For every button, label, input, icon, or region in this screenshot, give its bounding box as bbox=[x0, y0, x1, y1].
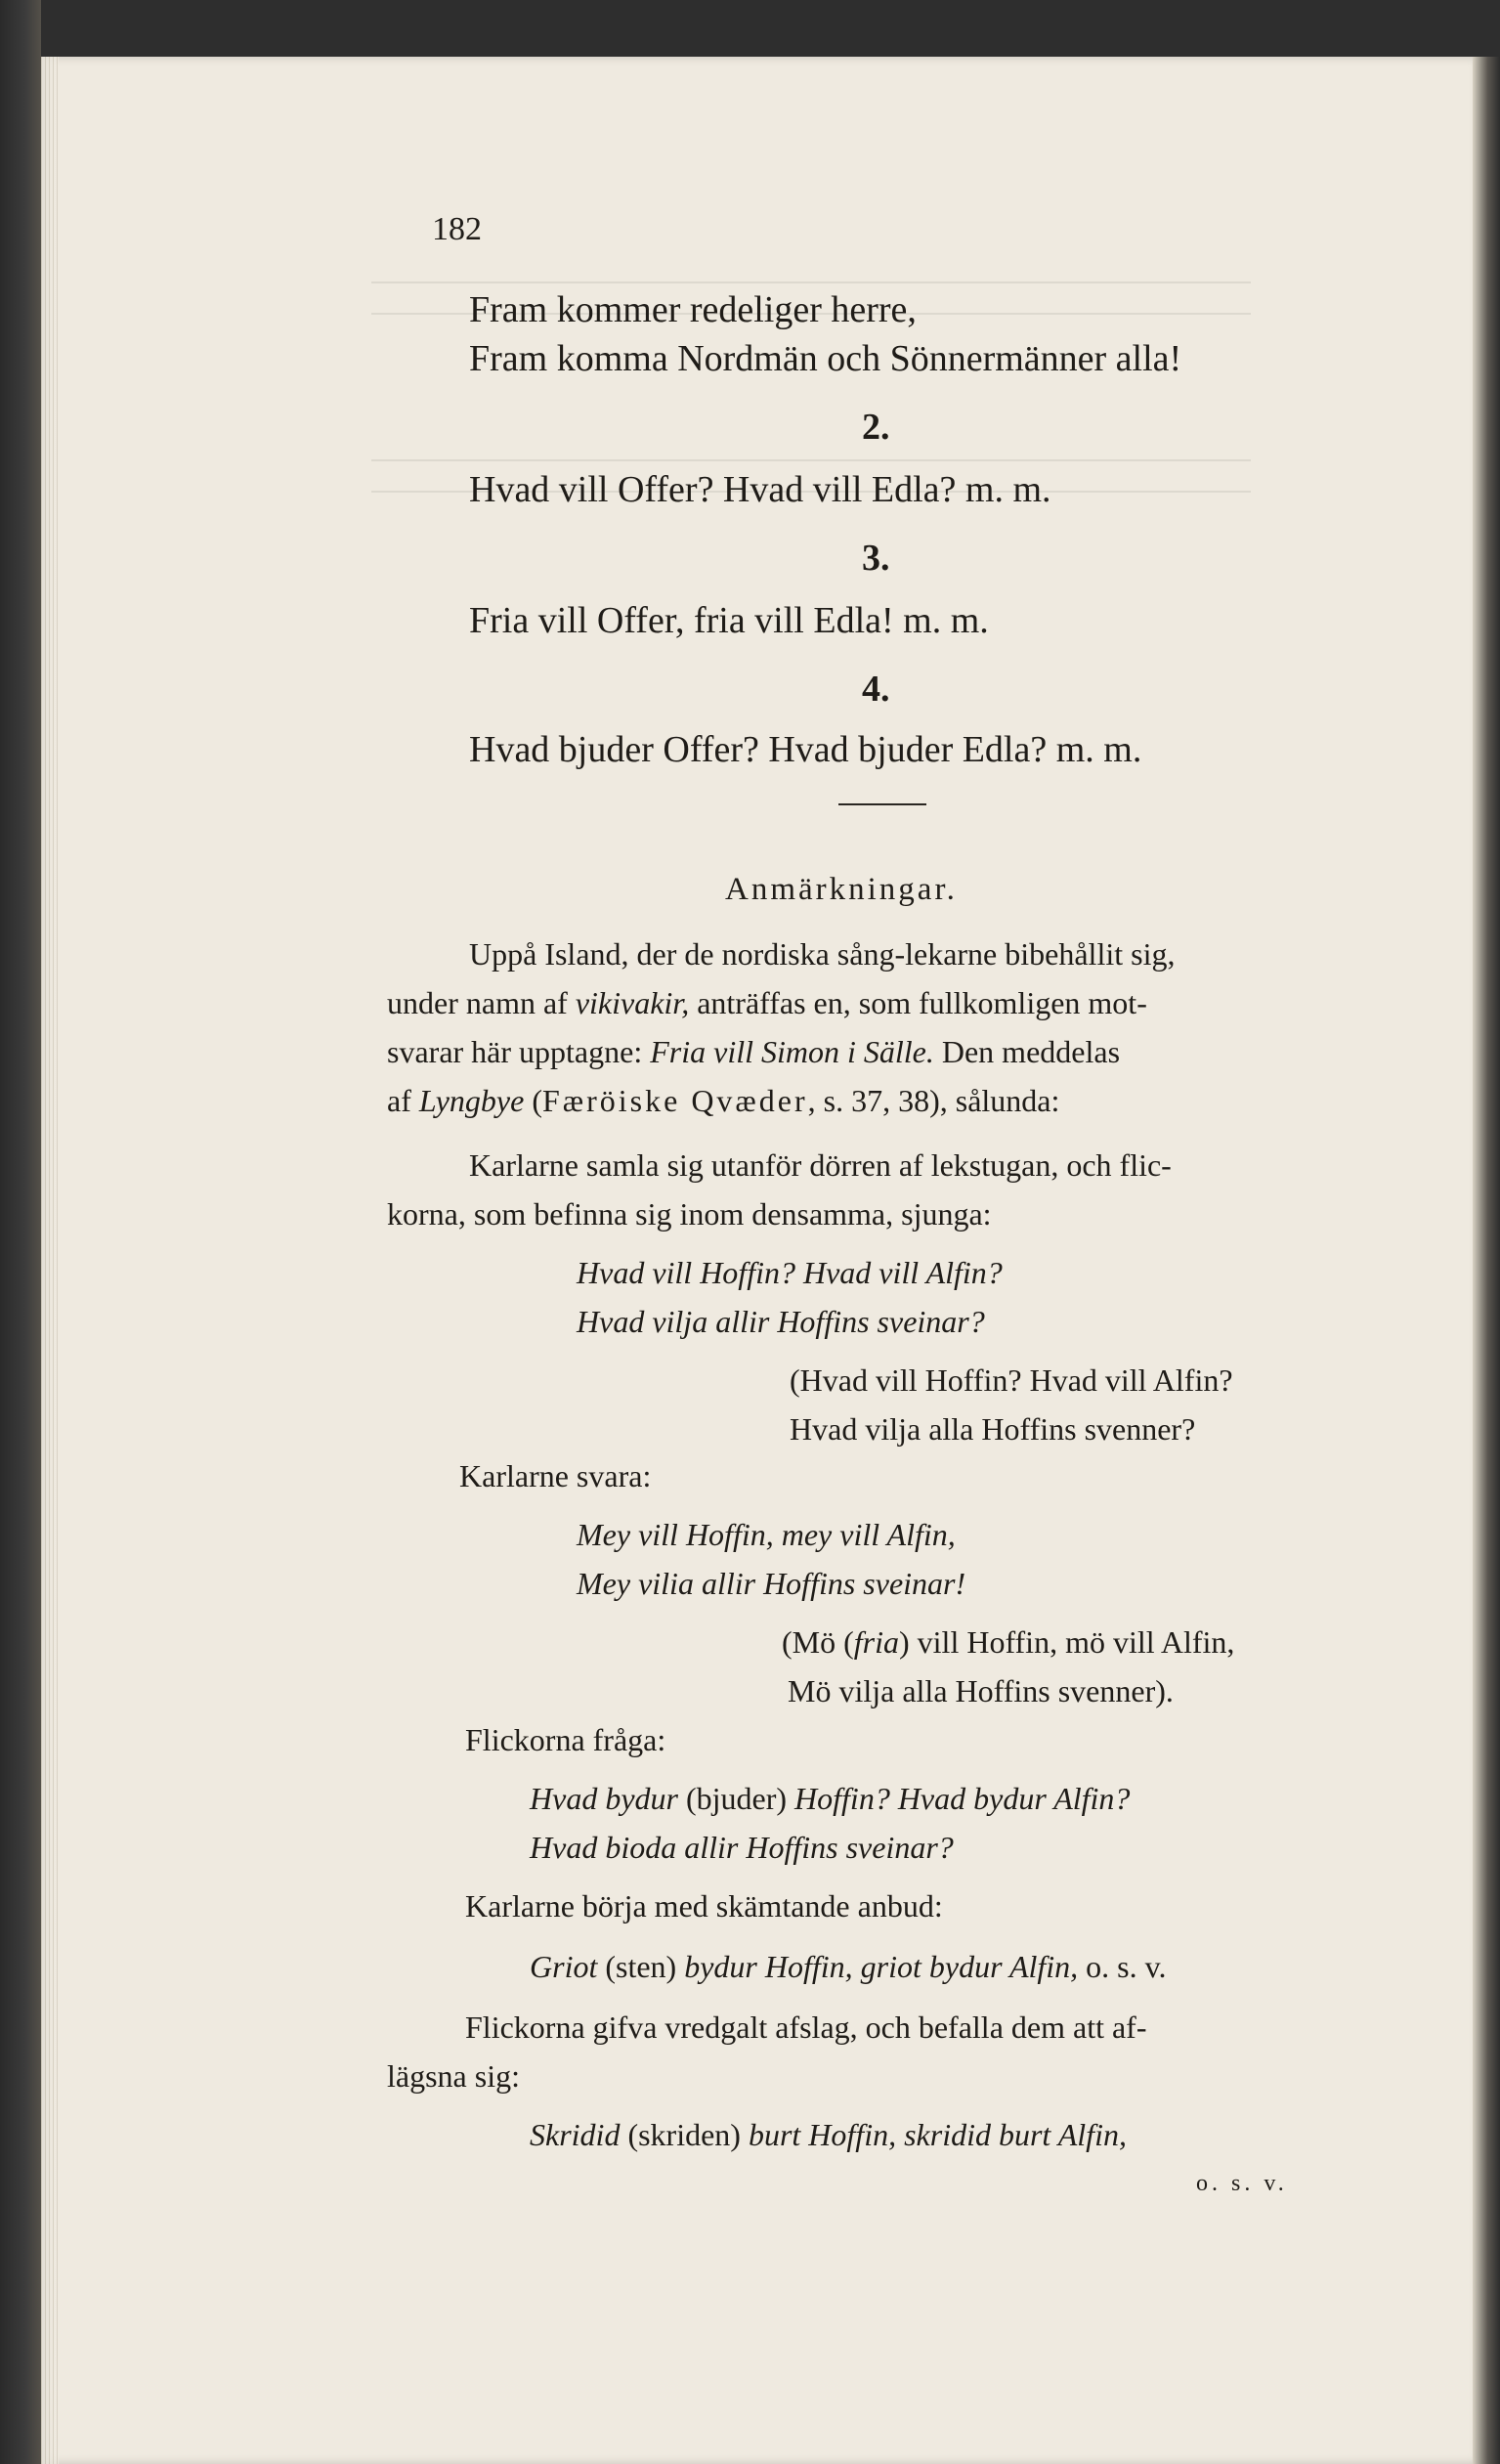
quote-line: Skridid (skriden) burt Hoffin, skridid burt Alfin, bbox=[530, 2117, 1127, 2152]
section-divider bbox=[838, 803, 926, 805]
quote-line: Mey vilia allir Hoffins sveinar! bbox=[577, 1566, 966, 1601]
quote-line: Griot (sten) bydur Hoffin, griot bydur Alfin, o. s. v. bbox=[530, 1949, 1167, 1984]
paragraph-line: Karlarne börja med skämtande anbud: bbox=[465, 1888, 943, 1924]
verse-number: 2. bbox=[862, 407, 890, 448]
quote-line: Hvad vilja allir Hoffins sveinar? bbox=[577, 1304, 985, 1339]
section-heading: Anmärkningar. bbox=[725, 872, 958, 907]
paragraph-line: Karlarne samla sig utanför dörren af lekstugan, och flic- bbox=[469, 1147, 1172, 1183]
verse-line: Hvad vill Offer? Hvad vill Edla? m. m. bbox=[469, 469, 1051, 510]
paragraph-line: Uppå Island, der de nordiska sång-lekarne bibehållit sig, bbox=[469, 936, 1176, 972]
quote-line: Mey vill Hoffin, mey vill Alfin, bbox=[577, 1517, 956, 1552]
paragraph-line: Karlarne svara: bbox=[459, 1458, 652, 1493]
quote-line: Hvad bioda allir Hoffins sveinar? bbox=[530, 1830, 954, 1865]
translation-line: (Hvad vill Hoffin? Hvad vill Alfin? bbox=[790, 1362, 1233, 1398]
verse-line: Hvad bjuder Offer? Hvad bjuder Edla? m. m. bbox=[469, 729, 1142, 770]
quote-line: Hvad bydur (bjuder) Hoffin? Hvad bydur Alfin? bbox=[530, 1781, 1131, 1816]
page-stack-edge bbox=[41, 57, 59, 2464]
verse-number: 3. bbox=[862, 538, 890, 579]
paragraph-line: under namn af vikivakir, anträffas en, som fullkomligen mot- bbox=[387, 985, 1147, 1020]
verse-line: Fria vill Offer, fria vill Edla! m. m. bbox=[469, 600, 989, 641]
verse-line: Fram komma Nordmän och Sönnermänner alla! bbox=[469, 338, 1182, 379]
etcetera: o. s. v. bbox=[1196, 2171, 1288, 2196]
translation-line: Mö vilja alla Hoffins svenner). bbox=[788, 1673, 1174, 1708]
paragraph-line: svarar här upptagne: Fria vill Simon i Sälle. Den meddelas bbox=[387, 1034, 1121, 1069]
page-edge-right bbox=[1473, 57, 1500, 2464]
book-gutter bbox=[0, 0, 41, 2464]
translation-line: (Mö (fria) vill Hoffin, mö vill Alfin, bbox=[782, 1624, 1235, 1660]
paragraph-line: lägsna sig: bbox=[387, 2058, 520, 2094]
translation-line: Hvad vilja alla Hoffins svenner? bbox=[790, 1411, 1196, 1447]
paragraph-line: af Lyngbye (Færöiske Qvæder, s. 37, 38), sålunda: bbox=[387, 1083, 1060, 1118]
page-number: 182 bbox=[432, 211, 482, 247]
verse-line: Fram kommer redeliger herre, bbox=[469, 289, 917, 330]
verse-number: 4. bbox=[862, 669, 890, 710]
paragraph-line: Flickorna fråga: bbox=[465, 1722, 666, 1757]
quote-line: Hvad vill Hoffin? Hvad vill Alfin? bbox=[577, 1255, 1003, 1290]
paragraph-line: korna, som befinna sig inom densamma, sjunga: bbox=[387, 1196, 992, 1232]
paragraph-line: Flickorna gifva vredgalt afslag, och befalla dem att af- bbox=[465, 2010, 1147, 2045]
